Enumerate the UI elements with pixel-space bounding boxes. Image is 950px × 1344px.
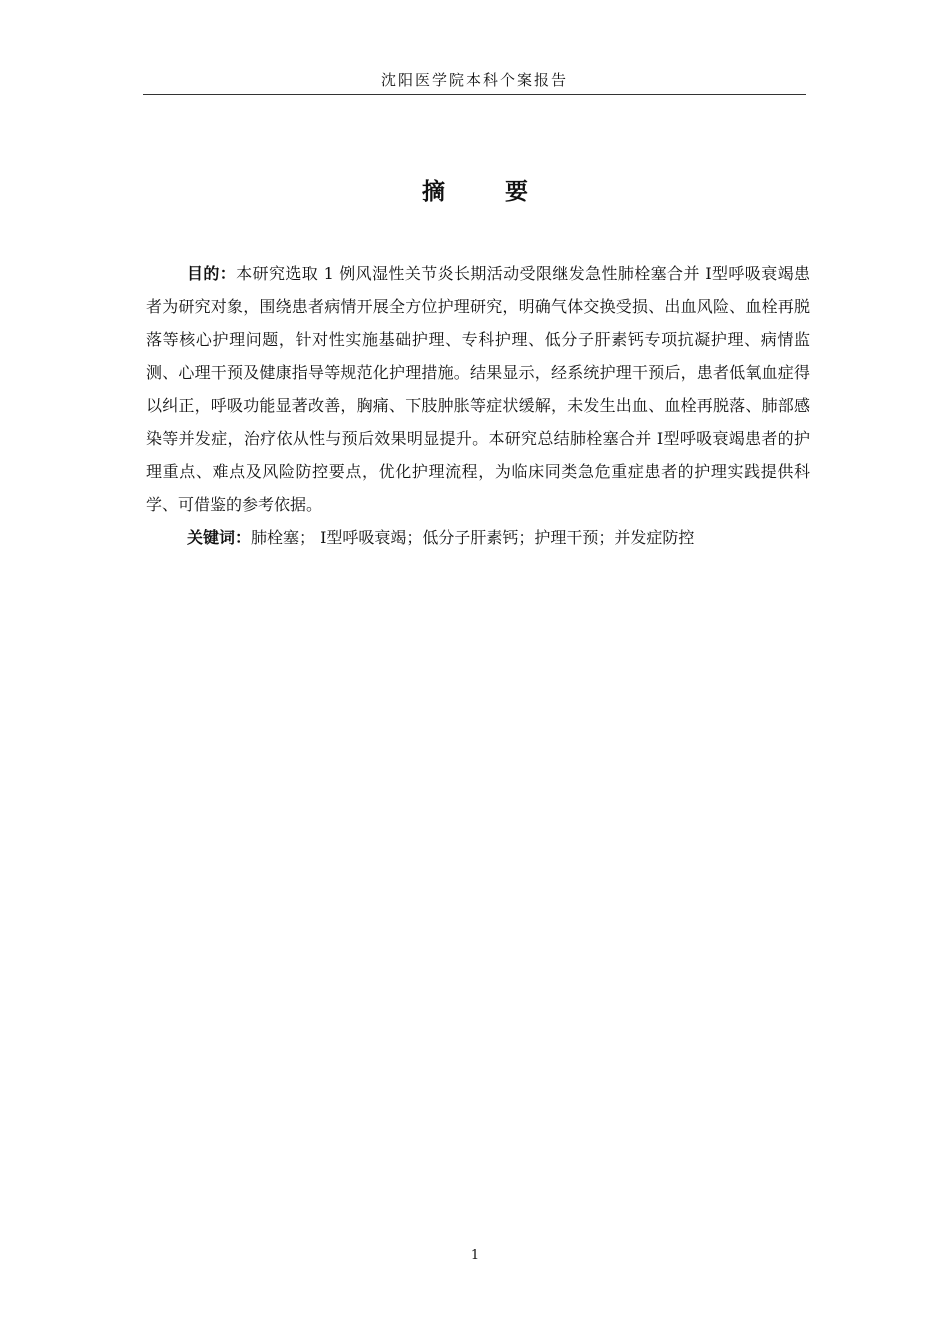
abstract-paragraph xyxy=(146,257,810,521)
header-divider xyxy=(143,94,806,95)
keywords-text: 肺栓塞； Ⅰ型呼吸衰竭；低分子肝素钙；护理干预；并发症防控 xyxy=(251,528,695,547)
keywords-paragraph xyxy=(146,521,810,554)
abstract-label: 目的： xyxy=(187,264,237,283)
abstract-body xyxy=(146,257,810,554)
running-header: 沈阳医学院本科个案报告 xyxy=(380,71,568,89)
page-number: 1 xyxy=(470,1248,480,1263)
page-title: 摘 要 xyxy=(421,179,554,205)
keywords-label: 关键词： xyxy=(187,528,252,547)
abstract-text: 本研究选取 1 例风湿性关节炎长期活动受限继发急性肺栓塞合并 Ⅰ型呼吸衰竭患者为研究对象，围绕患者病情开展全方位护理研究，明确气体交换受损、出血风险、血栓再脱落等核心护理问题，针对性实施基础护理、专科护理、低分子肝素钙专项抗凝护理、病情监测、心理干预及健康指导等规范化护理措施。结果显示，经系统护理干预后，患者低氧血症得以纠正，呼吸功能显著改善，胸痛、下肢肿胀等症状缓解，未发生出血、血栓再脱落、肺部感染等并发症，治疗依从性与预后效果明显提升。本研究总结肺栓塞合并 Ⅰ型呼吸衰竭患者的护理重点、难点及风险防控要点，优化护理流程，为临床同类急危重症患者的护理实践提供科学、可借鉴的参考依据。 xyxy=(146,264,810,514)
